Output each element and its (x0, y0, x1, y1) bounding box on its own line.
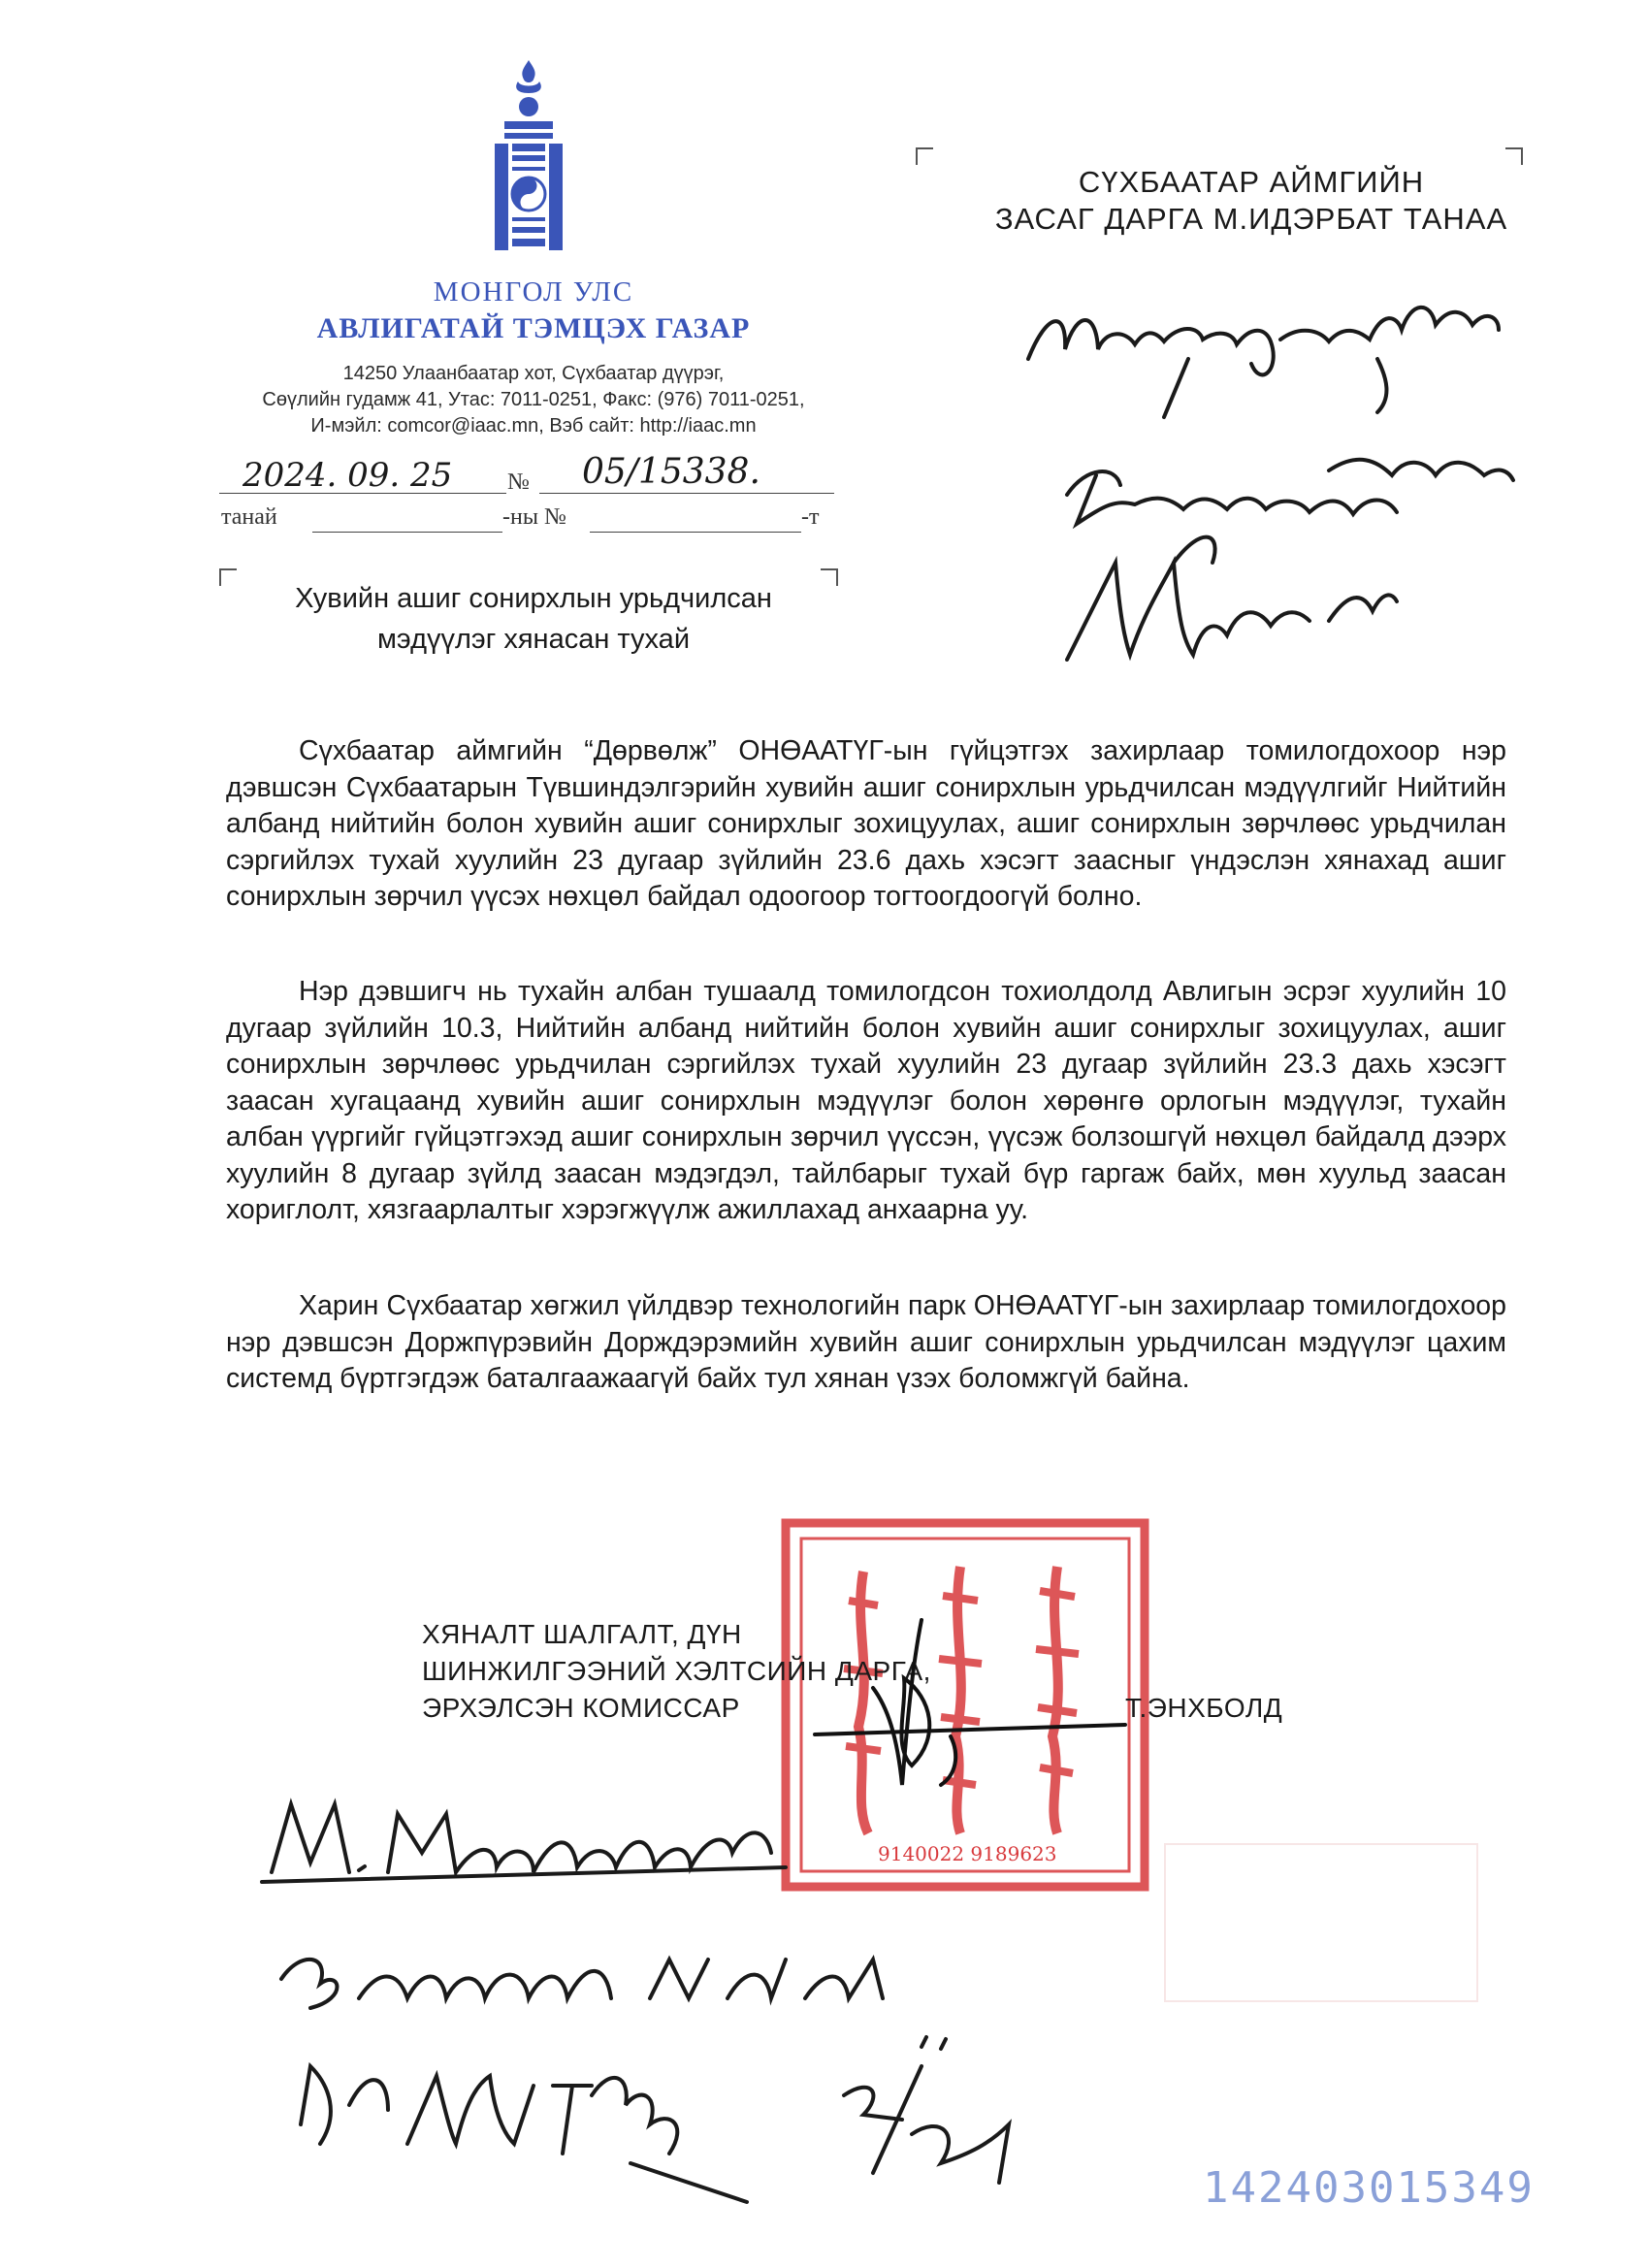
handwritten-resolution (1009, 272, 1552, 718)
letterhead-address-line: Сөүлийн гудамж 41, Утас: 7011-0251, Факс: (976) 7011-0251, (262, 389, 805, 410)
recipient-corner-bracket (916, 147, 933, 165)
recipient-corner-bracket (1505, 147, 1523, 165)
handwritten-note (242, 1775, 1116, 2241)
reply-suffix: -т (801, 504, 820, 530)
subject-line: мэдүүлэг хянасан тухай (376, 624, 691, 655)
stamp-number: 9140022 9189623 (878, 1842, 1057, 1865)
document-barcode-number: 14240301534​9 (1203, 2163, 1535, 2213)
signature-title-line: ШИНЖИЛГЭЭНИЙ ХЭЛТСИЙН ДАРГА, (422, 1656, 931, 1686)
signature-title-line: ЭРХЭЛСЭН КОМИССАР (422, 1693, 740, 1723)
recipient-line: ЗАСАГ ДАРГА М.ИДЭРБАТ ТАНАА (994, 202, 1508, 236)
reply-prefix: танай (221, 504, 277, 530)
body-paragraph: Нэр дэвшигч нь тухайн албан тушаалд томилогдсон тохиолдолд Авлигын эсрэг хуулийн 10 дугаар зүйлийн 10.3, Нийтийн албанд нийтийн болон хувийн ашиг сонирхлыг зохицуулах, ашиг сонирхлын зөрчлөөс урьдчилан сэргийлэх тухай хуулийн 23 дугаар зүйлийн 23.3 дахь хэсэгт заасан хугацаанд хувийн ашиг сонирхлын мэдүүлэг болон хөрөнгө орлогын мэдүүлэг, тухайн албан үүргийг гүйцэтгэхэд ашиг сонирхлын зөрчил үүссэн, үүсэж болзошгүй нөхцөл байдалд дээрх хуулийн 8 дугаар зүйлд заасан мэдэгдэл, тайлбарыг тухай бүр гаргаж байх, мөн хуульд заасан хориглолт, хязгаарлалтыг хэрэгжүүлж ажиллахад анхаарна уу. (226, 976, 1506, 1225)
body-paragraph: Харин Сүхбаатар хөгжил үйлдвэр технологийн парк ОНӨААТҮГ-ын захирлаар томилогдохоор нэр дэвшсэн Доржпүрэвийн Дорждэрэмийн хувийн ашиг сонирхлын урьдчилсан мэдүүлэг цахим системд бүртгэгдэж баталгаажаагүй байх тул хянан үзэх боломжгүй байна. (226, 1290, 1506, 1394)
registration-date: 2024. 09. 25 (242, 456, 453, 495)
registration-number-label: № (507, 470, 530, 495)
letterhead-country: МОНГОЛ УЛС (433, 276, 634, 308)
body-paragraph: Сүхбаатар аймгийн “Дөрвөлж” ОНӨААТҮГ-ын гүйцэтгэх захирлаар томилогдохоор нэр дэвшсэн Сүхбаатарын Түвшиндэлгэрийн хувийн ашиг сонирхлын урьдчилсан мэдүүлгийг Нийтийн албанд нийтийн болон хувийн ашиг сонирхлыг зохицуулах, ашиг сонирхлын зөрчлөөс урьдчилан сэргийлэх тухай хуулийн 23 дугаар зүйлийн 23.6 дахь хэсэгт заасныг үндэслэн хянахад ашиг сонирхлын зөрчил үүсэх нөхцөл байдал одоогоор тогтоогдоогүй болно. (226, 735, 1506, 912)
letterhead-organization: АВЛИГАТАЙ ТЭМЦЭХ ГАЗАР (316, 312, 751, 344)
signature-title-line: ХЯНАЛТ ШАЛГАЛТ, ДҮН (422, 1619, 742, 1649)
faint-stamp-impression (1164, 1843, 1478, 2002)
state-emblem-icon (475, 58, 582, 262)
reply-date-line (312, 502, 502, 533)
reply-middle: -ны № (502, 504, 566, 530)
letterhead-address-line: 14250 Улаанбаатар хот, Сүхбаатар дүүрэг, (342, 363, 725, 384)
subject-line: Хувийн ашиг сонирхлын урьдчилсан (295, 583, 772, 614)
reply-number-line (590, 502, 801, 533)
letterhead-contact-line: И-мэйл: comcor@iaac.mn, Вэб сайт: http://iaac.mn (310, 415, 757, 437)
signatory-name: Т.ЭНХБОЛД (1125, 1693, 1283, 1723)
recipient-line: СҮХБААТАР АЙМГИЙН (1078, 165, 1425, 199)
registration-number: 05/15338. (582, 452, 760, 492)
